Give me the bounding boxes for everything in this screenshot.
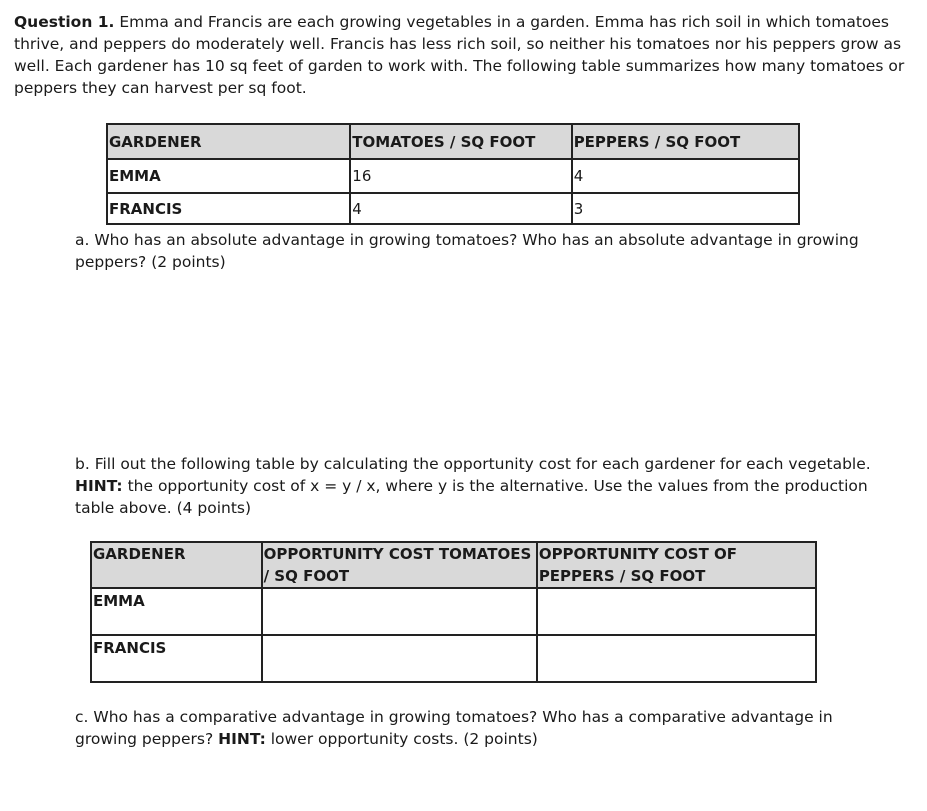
production-table [106, 123, 800, 225]
header-opp-cost-tomatoes: OPPORTUNITY COST TOMATOES / SQ FOOT [262, 542, 537, 588]
part-a-question: a. Who has an absolute advantage in growing tomatoes? Who has an absolute advantage in growing peppers? (2 points) [75, 231, 859, 271]
table-row [107, 193, 799, 224]
question-label: Question 1. [14, 13, 115, 31]
question-intro [14, 11, 914, 99]
part-b-hint-text: the opportunity cost of x = y / x, where y is the alternative. Use the values from the production table above. (4 points) [75, 477, 868, 517]
part-c-hint-text: lower opportunity costs. (2 points) [270, 730, 538, 748]
answer-cell-peppers[interactable] [537, 635, 816, 682]
opportunity-cost-table [90, 541, 817, 683]
table-row [107, 159, 799, 193]
part-b-hint-label: HINT: [75, 477, 123, 495]
answer-cell-tomatoes[interactable] [262, 588, 537, 635]
table-header-row [91, 542, 816, 588]
table-row [91, 635, 816, 682]
peppers-value: 4 [572, 159, 799, 193]
answer-cell-peppers[interactable] [537, 588, 816, 635]
part-b-question [75, 453, 905, 519]
gardener-name: EMMA [91, 588, 262, 635]
gardener-name: EMMA [107, 159, 350, 193]
answer-cell-tomatoes[interactable] [262, 635, 537, 682]
header-peppers: PEPPERS / SQ FOOT [572, 124, 799, 159]
part-b-text: b. Fill out the following table by calculating the opportunity cost for each gardener for each vegetable. [75, 455, 871, 473]
table-header-row [107, 124, 799, 159]
header-gardener: GARDENER [107, 124, 350, 159]
part-c-hint-label: HINT: [218, 730, 266, 748]
tomatoes-value: 16 [350, 159, 571, 193]
gardener-name: FRANCIS [107, 193, 350, 224]
table-row [91, 588, 816, 635]
header-tomatoes: TOMATOES / SQ FOOT [350, 124, 571, 159]
header-opp-cost-peppers: OPPORTUNITY COST OF PEPPERS / SQ FOOT [537, 542, 816, 588]
tomatoes-value: 4 [350, 193, 571, 224]
header-gardener: GARDENER [91, 542, 262, 588]
question-text: Emma and Francis are each growing vegetables in a garden. Emma has rich soil in which tomatoes thrive, and peppers do moderately well. Francis has less rich soil, so neither his tomatoes nor his peppers grow as well. Each gardener has 10 sq feet of garden to work with. The following table summarizes how many tomatoes or peppers they can harvest per sq foot. [14, 13, 905, 97]
part-c-text: c. Who has a comparative advantage in growing tomatoes? Who has a comparative advantage in growing peppers? [75, 708, 833, 748]
gardener-name: FRANCIS [91, 635, 262, 682]
part-c-question [75, 706, 895, 750]
peppers-value: 3 [572, 193, 799, 224]
